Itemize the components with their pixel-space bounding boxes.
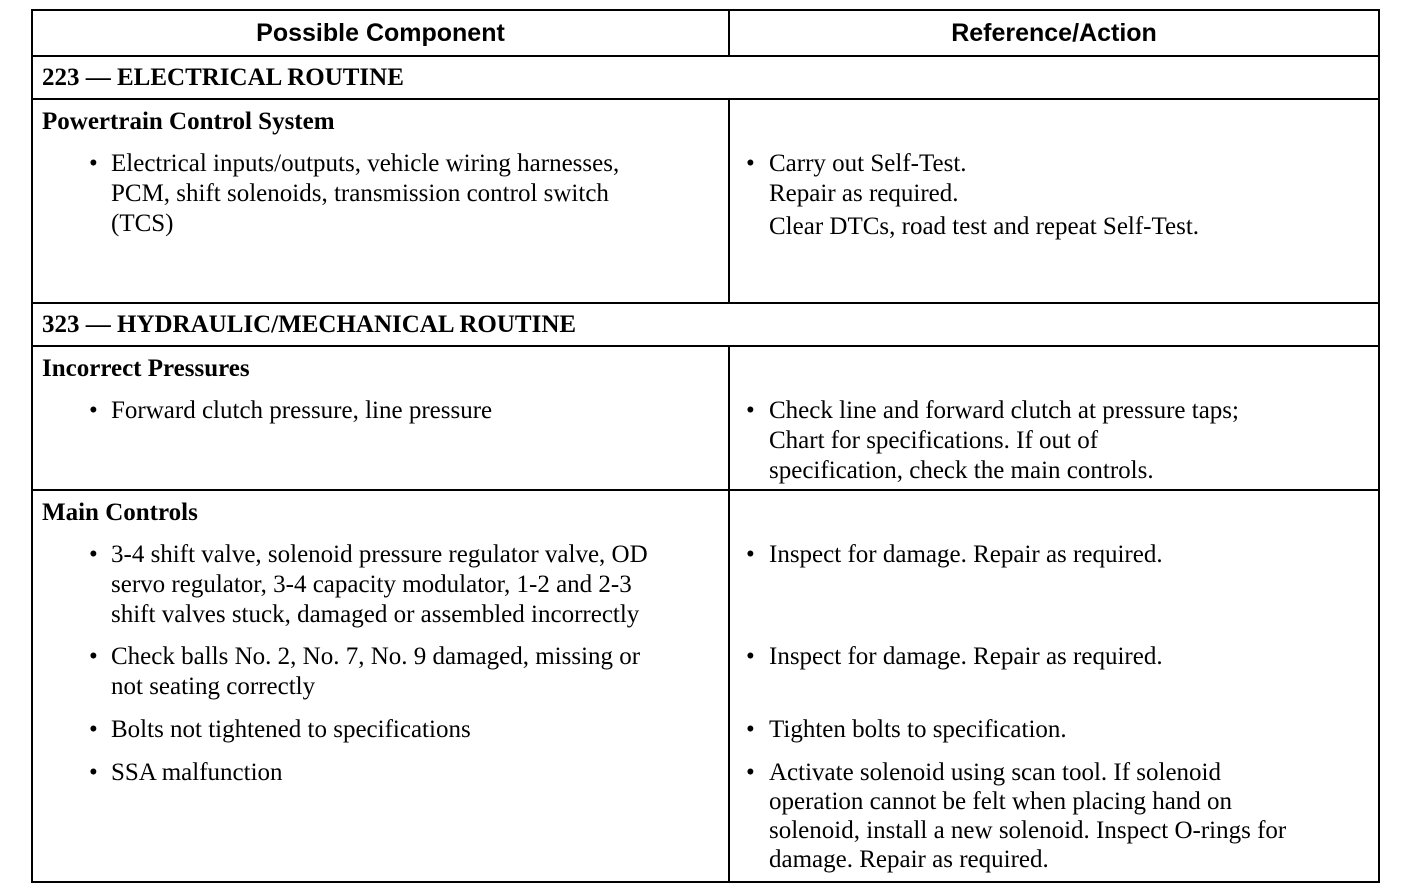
component-item xyxy=(33,149,728,239)
bullet-icon: • xyxy=(746,716,755,743)
action-item xyxy=(730,396,1378,486)
action-item xyxy=(730,149,1378,242)
action-item xyxy=(730,715,1378,745)
bullet-icon: • xyxy=(89,150,98,177)
action-item xyxy=(730,540,1378,630)
bullet-icon: • xyxy=(746,759,755,786)
component-cell xyxy=(33,491,730,881)
text-line: Clear DTCs, road test and repeat Self-Test. xyxy=(769,213,1200,240)
group-row xyxy=(33,491,1378,881)
text-line: Inspect for damage. Repair as required. xyxy=(769,643,1163,670)
text-line: Carry out Self-Test. xyxy=(769,150,967,177)
text-line: specification, check the main controls. xyxy=(769,457,1154,484)
bullet-icon: • xyxy=(89,716,98,743)
text-line: Check line and forward clutch at pressure taps; xyxy=(769,397,1239,424)
group-row xyxy=(33,100,1378,304)
component-item xyxy=(33,540,728,630)
bullet-icon: • xyxy=(89,643,98,670)
text-line: Forward clutch pressure, line pressure xyxy=(111,397,493,424)
text-line: SSA malfunction xyxy=(111,759,283,786)
component-item xyxy=(33,758,728,788)
routine-heading: 223 — ELECTRICAL ROUTINE xyxy=(33,57,1378,100)
bullet-icon: • xyxy=(89,397,98,424)
diagnostic-table xyxy=(31,9,1380,883)
text-line: damage. Repair as required. xyxy=(769,846,1049,873)
text-line: shift valves stuck, damaged or assembled incorrectly xyxy=(111,601,640,628)
action-item xyxy=(730,758,1378,874)
component-cell xyxy=(33,100,730,302)
text-line: 3-4 shift valve, solenoid pressure regulator valve, OD xyxy=(111,541,648,568)
text-line: PCM, shift solenoids, transmission control switch xyxy=(111,180,609,207)
action-cell xyxy=(730,347,1378,489)
text-line: servo regulator, 3-4 capacity modulator, 1-2 and 2-3 xyxy=(111,571,632,598)
text-line: Tighten bolts to specification. xyxy=(769,716,1067,743)
text-line: not seating correctly xyxy=(111,673,316,700)
text-line: solenoid, install a new solenoid. Inspect O-rings for xyxy=(769,817,1287,844)
bullet-icon: • xyxy=(89,759,98,786)
text-line: Inspect for damage. Repair as required. xyxy=(769,541,1163,568)
header-reference-action: Reference/Action xyxy=(951,18,1157,47)
text-line: Chart for specifications. If out of xyxy=(769,427,1099,454)
component-item xyxy=(33,715,728,745)
text-line: (TCS) xyxy=(111,210,174,237)
bullet-icon: • xyxy=(89,541,98,568)
table-header xyxy=(33,11,1378,57)
bullet-icon: • xyxy=(746,397,755,424)
action-item xyxy=(730,642,1378,702)
text-line: Check balls No. 2, No. 7, No. 9 damaged, missing or xyxy=(111,643,641,670)
routine-heading: 323 — HYDRAULIC/MECHANICAL ROUTINE xyxy=(33,304,1378,347)
group-row xyxy=(33,347,1378,491)
text-line: Electrical inputs/outputs, vehicle wiring harnesses, xyxy=(111,150,620,177)
text-line: Activate solenoid using scan tool. If solenoid xyxy=(769,759,1222,786)
text-line: Bolts not tightened to specifications xyxy=(111,716,471,743)
component-item xyxy=(33,396,728,426)
bullet-icon: • xyxy=(746,643,755,670)
group-title: Main Controls xyxy=(42,499,198,526)
action-cell xyxy=(730,100,1378,302)
action-cell xyxy=(730,491,1378,881)
component-cell xyxy=(33,347,730,489)
text-line: operation cannot be felt when placing hand on xyxy=(769,788,1233,815)
bullet-icon: • xyxy=(746,150,755,177)
component-item xyxy=(33,642,728,702)
text-line: Repair as required. xyxy=(769,180,959,207)
group-title: Powertrain Control System xyxy=(42,108,335,135)
group-title: Incorrect Pressures xyxy=(42,355,250,382)
header-possible-component: Possible Component xyxy=(33,11,730,55)
bullet-icon: • xyxy=(746,541,755,568)
